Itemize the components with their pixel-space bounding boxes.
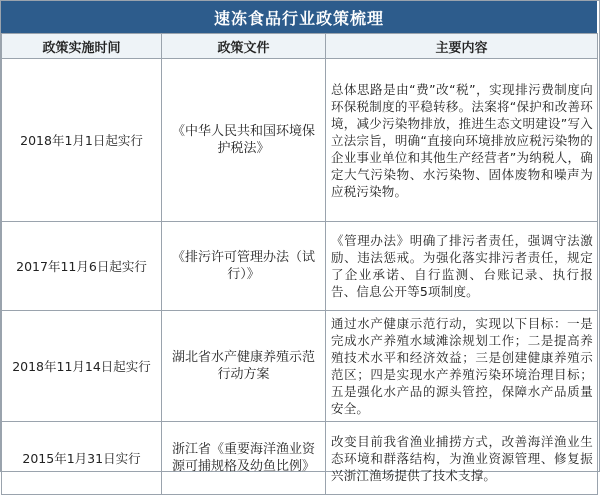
header-date: 政策实施时间 bbox=[2, 34, 162, 59]
cell-content: 《管理办法》明确了排污者责任，强调守法激励、违法惩戒。为强化落实排污者责任，规定了企业承诺、自行监测、台账记录、执行报告、信息公开等5项制度。 bbox=[326, 222, 598, 311]
table-row bbox=[2, 222, 598, 311]
table-row bbox=[2, 311, 598, 422]
cell-content: 总体思路是由“费”改“税”，实现排污费制度向环保税制度的平稳转移。法案将“保护和改善环境，减少污染物排放，推进生态文明建设”写入立法宗旨，明确“直接向环境排放应税污染物的企业事业单位和其他生产经营者”为纳税人，确定大气污染物、水污染物、固体废物和噪声为应税污染物。 bbox=[326, 59, 598, 222]
policy-table bbox=[1, 33, 598, 495]
cell-date: 2018年1月1日起实行 bbox=[2, 59, 162, 222]
header-row bbox=[2, 34, 598, 59]
cell-date: 2015年1月31日实行 bbox=[2, 422, 162, 495]
table-row bbox=[2, 422, 598, 495]
table-row bbox=[2, 59, 598, 222]
header-content: 主要内容 bbox=[326, 34, 598, 59]
cell-document: 浙江省《重要海洋渔业资源可捕规格及幼鱼比例》 bbox=[162, 422, 326, 495]
cell-content: 改变目前我省渔业捕捞方式，改善海洋渔业生态环境和群落结构，为渔业资源管理、修复振兴浙江渔场提供了技术支撑。 bbox=[326, 422, 598, 495]
cell-content: 通过水产健康示范行动，实现以下目标：一是完成水产养殖水域滩涂规划工作；二是提高养殖技术水平和经济效益；三是创建健康养殖示范区；四是实现水产养殖污染环境治理目标；五是强化水产品的源头管控，保障水产品质量安全。 bbox=[326, 311, 598, 422]
table-title: 速冻食品行业政策梳理 bbox=[1, 1, 597, 33]
cell-document: 《排污许可管理办法（试行）》 bbox=[162, 222, 326, 311]
cell-document: 《中华人民共和国环境保护税法》 bbox=[162, 59, 326, 222]
cell-date: 2017年11月6日起实行 bbox=[2, 222, 162, 311]
header-document: 政策文件 bbox=[162, 34, 326, 59]
cell-document: 湖北省水产健康养殖示范行动方案 bbox=[162, 311, 326, 422]
cell-date: 2018年11月14日起实行 bbox=[2, 311, 162, 422]
